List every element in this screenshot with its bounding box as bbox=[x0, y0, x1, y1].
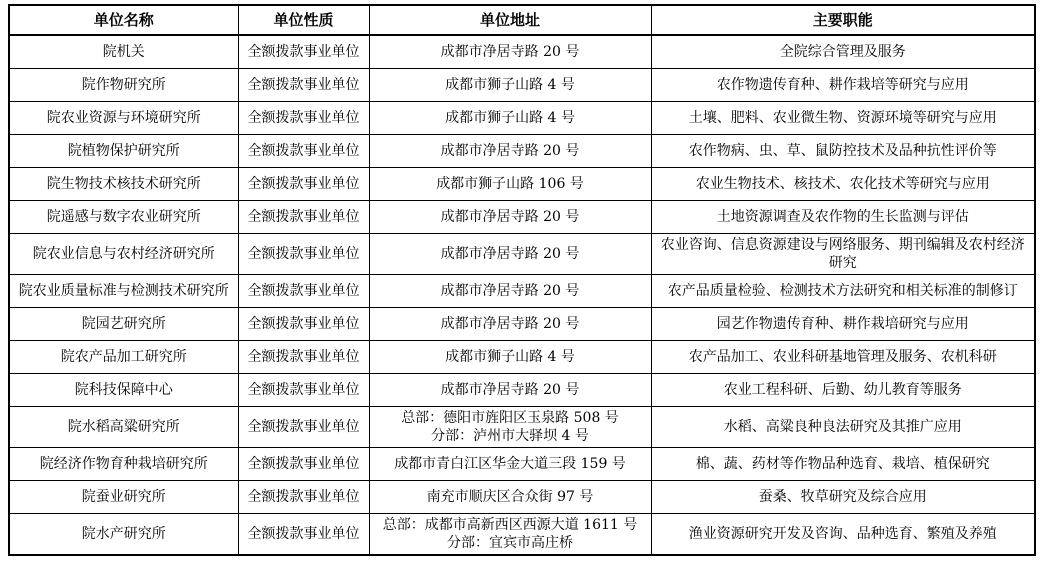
unit-address-cell bbox=[369, 274, 651, 307]
address-line: 成都市青白江区华金大道三段 159 号 bbox=[394, 455, 626, 472]
unit-functions-cell: 棉、蔬、药材等作物品种选育、栽培、植保研究 bbox=[651, 447, 1035, 480]
unit-address-cell bbox=[369, 513, 651, 555]
unit-name-cell: 院作物研究所 bbox=[9, 68, 238, 101]
address-line: 成都市净居寺路 20 号 bbox=[440, 282, 580, 299]
address-line: 成都市狮子山路 4 号 bbox=[445, 109, 575, 126]
address-line: 成都市净居寺路 20 号 bbox=[440, 245, 580, 262]
unit-address-cell bbox=[369, 447, 651, 480]
unit-functions-cell: 园艺作物遗传育种、耕作栽培研究与应用 bbox=[651, 307, 1035, 340]
unit-address-cell bbox=[369, 307, 651, 340]
address-line: 成都市净居寺路 20 号 bbox=[440, 315, 580, 332]
unit-address-cell bbox=[369, 480, 651, 513]
unit-address-cell bbox=[369, 200, 651, 233]
unit-name-cell: 院农业资源与环境研究所 bbox=[9, 101, 238, 134]
column-header-unit-name: 单位名称 bbox=[9, 5, 238, 35]
unit-address-cell bbox=[369, 233, 651, 274]
unit-nature-cell: 全额拨款事业单位 bbox=[238, 307, 369, 340]
unit-name-cell: 院机关 bbox=[9, 35, 238, 68]
table-row bbox=[9, 480, 1035, 513]
unit-functions-cell: 水稻、高粱良种良法研究及其推广应用 bbox=[651, 406, 1035, 447]
unit-functions-cell: 农业咨询、信息资源建设与网络服务、期刊编辑及农村经济研究 bbox=[651, 233, 1035, 274]
unit-nature-cell: 全额拨款事业单位 bbox=[238, 68, 369, 101]
unit-functions-cell: 农业生物技术、核技术、农化技术等研究与应用 bbox=[651, 167, 1035, 200]
unit-address-cell bbox=[369, 406, 651, 447]
unit-functions-cell: 土地资源调查及农作物的生长监测与评估 bbox=[651, 200, 1035, 233]
table-row bbox=[9, 340, 1035, 373]
address-line: 成都市狮子山路 4 号 bbox=[445, 348, 575, 365]
unit-name-cell: 院科技保障中心 bbox=[9, 373, 238, 406]
unit-address-cell bbox=[369, 134, 651, 167]
table-row bbox=[9, 233, 1035, 274]
unit-nature-cell: 全额拨款事业单位 bbox=[238, 101, 369, 134]
unit-name-cell: 院园艺研究所 bbox=[9, 307, 238, 340]
table-row bbox=[9, 68, 1035, 101]
table-row bbox=[9, 134, 1035, 167]
unit-address-cell bbox=[369, 101, 651, 134]
unit-name-cell: 院经济作物育种栽培研究所 bbox=[9, 447, 238, 480]
table-row bbox=[9, 513, 1035, 555]
unit-nature-cell: 全额拨款事业单位 bbox=[238, 447, 369, 480]
units-table bbox=[8, 4, 1036, 556]
address-line: 成都市狮子山路 106 号 bbox=[436, 175, 584, 192]
unit-address-cell bbox=[369, 35, 651, 68]
table-row bbox=[9, 307, 1035, 340]
address-line: 成都市狮子山路 4 号 bbox=[445, 76, 575, 93]
table-row bbox=[9, 35, 1035, 68]
unit-nature-cell: 全额拨款事业单位 bbox=[238, 200, 369, 233]
column-header-unit-address: 单位地址 bbox=[369, 5, 651, 35]
address-line: 成都市净居寺路 20 号 bbox=[440, 142, 580, 159]
unit-nature-cell: 全额拨款事业单位 bbox=[238, 513, 369, 555]
unit-name-cell: 院蚕业研究所 bbox=[9, 480, 238, 513]
address-line: 分部：宜宾市高庄桥 bbox=[447, 534, 573, 551]
table-row bbox=[9, 200, 1035, 233]
table-row bbox=[9, 447, 1035, 480]
address-line: 南充市顺庆区合众街 97 号 bbox=[426, 488, 594, 505]
unit-functions-cell: 农产品质量检验、检测技术方法研究和相关标准的制修订 bbox=[651, 274, 1035, 307]
column-header-unit-nature: 单位性质 bbox=[238, 5, 369, 35]
address-line: 成都市净居寺路 20 号 bbox=[440, 381, 580, 398]
unit-functions-cell: 全院综合管理及服务 bbox=[651, 35, 1035, 68]
unit-nature-cell: 全额拨款事业单位 bbox=[238, 373, 369, 406]
unit-nature-cell: 全额拨款事业单位 bbox=[238, 167, 369, 200]
unit-name-cell: 院生物技术核技术研究所 bbox=[9, 167, 238, 200]
units-table-header bbox=[9, 5, 1035, 35]
unit-nature-cell: 全额拨款事业单位 bbox=[238, 233, 369, 274]
unit-name-cell: 院水产研究所 bbox=[9, 513, 238, 555]
table-row bbox=[9, 274, 1035, 307]
unit-nature-cell: 全额拨款事业单位 bbox=[238, 35, 369, 68]
unit-address-cell bbox=[369, 340, 651, 373]
table-row bbox=[9, 167, 1035, 200]
unit-nature-cell: 全额拨款事业单位 bbox=[238, 340, 369, 373]
unit-name-cell: 院农业信息与农村经济研究所 bbox=[9, 233, 238, 274]
unit-functions-cell: 蚕桑、牧草研究及综合应用 bbox=[651, 480, 1035, 513]
unit-functions-cell: 农作物病、虫、草、鼠防控技术及品种抗性评价等 bbox=[651, 134, 1035, 167]
header-row bbox=[9, 5, 1035, 35]
table-row bbox=[9, 101, 1035, 134]
unit-name-cell: 院植物保护研究所 bbox=[9, 134, 238, 167]
address-line: 成都市净居寺路 20 号 bbox=[440, 43, 580, 60]
table-row bbox=[9, 373, 1035, 406]
unit-name-cell: 院遥感与数字农业研究所 bbox=[9, 200, 238, 233]
unit-functions-cell: 农产品加工、农业科研基地管理及服务、农机科研 bbox=[651, 340, 1035, 373]
address-line: 分部：泸州市大驿坝 4 号 bbox=[431, 427, 589, 444]
address-line: 总部：成都市高新西区西源大道 1611 号 bbox=[382, 516, 638, 533]
unit-functions-cell: 土壤、肥料、农业微生物、资源环境等研究与应用 bbox=[651, 101, 1035, 134]
unit-functions-cell: 农作物遗传育种、耕作栽培等研究与应用 bbox=[651, 68, 1035, 101]
address-line: 成都市净居寺路 20 号 bbox=[440, 208, 580, 225]
unit-name-cell: 院农产品加工研究所 bbox=[9, 340, 238, 373]
unit-name-cell: 院农业质量标准与检测技术研究所 bbox=[9, 274, 238, 307]
unit-nature-cell: 全额拨款事业单位 bbox=[238, 406, 369, 447]
unit-name-cell: 院水稻高粱研究所 bbox=[9, 406, 238, 447]
unit-nature-cell: 全额拨款事业单位 bbox=[238, 480, 369, 513]
unit-functions-cell: 渔业资源研究开发及咨询、品种选育、繁殖及养殖 bbox=[651, 513, 1035, 555]
address-line: 总部：德阳市旌阳区玉泉路 508 号 bbox=[401, 409, 619, 426]
unit-nature-cell: 全额拨款事业单位 bbox=[238, 274, 369, 307]
unit-nature-cell: 全额拨款事业单位 bbox=[238, 134, 369, 167]
table-row bbox=[9, 406, 1035, 447]
unit-address-cell bbox=[369, 373, 651, 406]
column-header-unit-functions: 主要职能 bbox=[651, 5, 1035, 35]
unit-address-cell bbox=[369, 68, 651, 101]
units-table-body bbox=[9, 35, 1035, 555]
unit-functions-cell: 农业工程科研、后勤、幼儿教育等服务 bbox=[651, 373, 1035, 406]
unit-address-cell bbox=[369, 167, 651, 200]
